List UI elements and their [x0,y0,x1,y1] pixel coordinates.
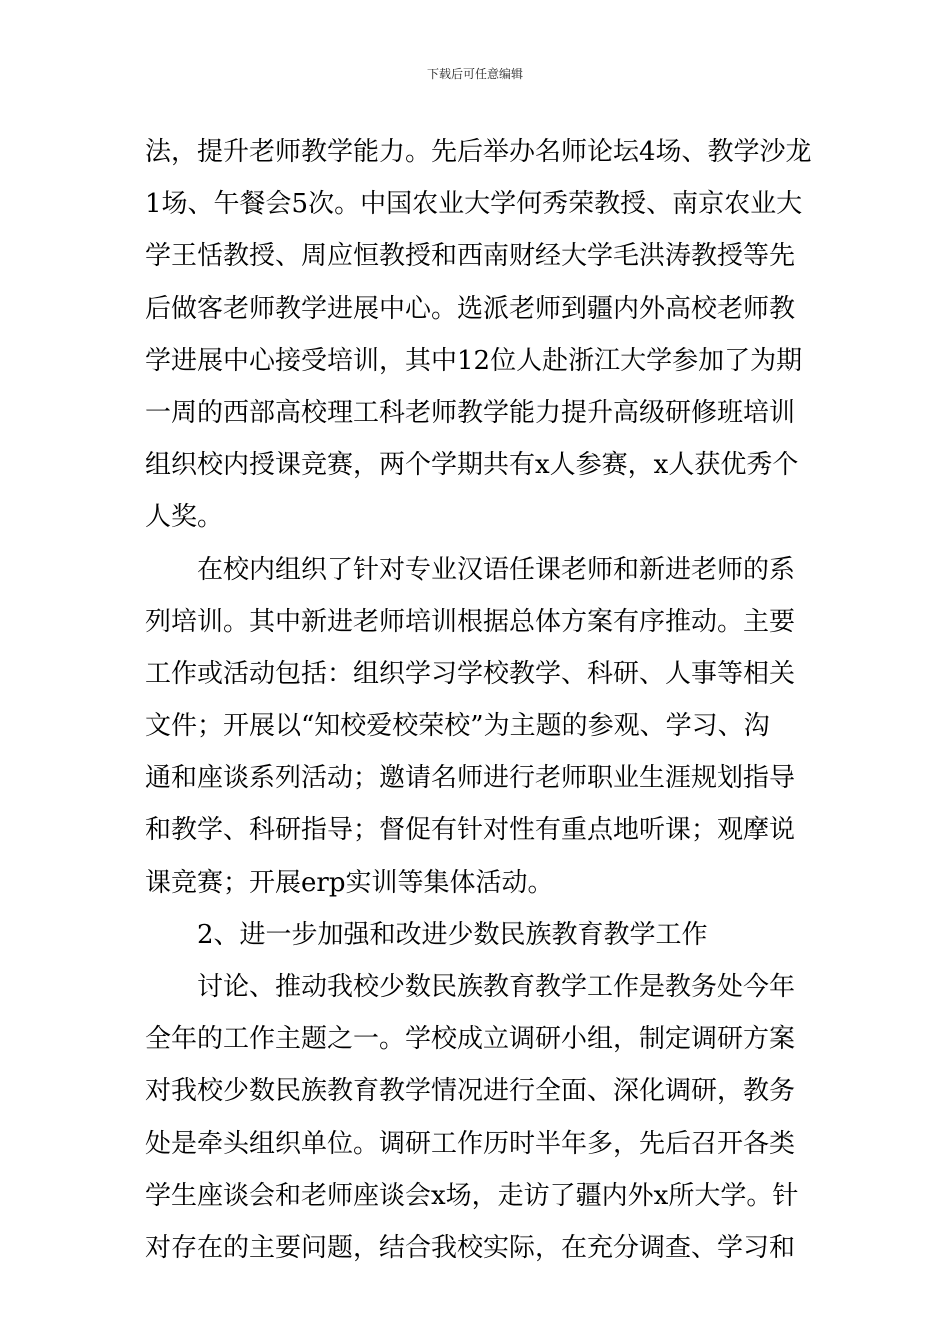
paragraph-line: 学王恬教授、周应恒教授和西南财经大学毛洪涛教授等先 [145,241,796,272]
paragraph-line: 文件；开展以“知校爱校荣校”为主题的参观、学习、沟 [145,711,770,742]
paragraph-line: 讨论、推动我校少数民族教育教学工作是教务处今年 [197,972,796,1002]
paragraph-line: 对我校少数民族教育教学情况进行全面、深化调研，教务 [145,1076,796,1107]
page-header-note: 下载后可任意编辑 [426,67,523,81]
paragraph-line: 课竞赛；开展erp实训等集体活动。 [145,867,554,898]
paragraph-line: 学生座谈会和老师座谈会x场，走访了疆内外x所大学。针 [145,1180,799,1211]
paragraph-line: 处是牵头组织单位。调研工作历时半年多，先后召开各类 [145,1128,796,1159]
paragraph-line: 全年的工作主题之一。学校成立调研小组，制定调研方案 [145,1024,796,1055]
paragraph-line: 工作或活动包括：组织学习学校教学、科研、人事等相关 [145,658,796,689]
paragraph-line: 通和座谈系列活动；邀请名师进行老师职业生涯规划指导 [145,763,796,794]
paragraph-line: 后做客老师教学进展中心。选派老师到疆内外高校老师教 [145,293,796,324]
paragraph-line: 和教学、科研指导；督促有针对性有重点地听课；观摩说 [145,815,796,846]
paragraph-line: 学进展中心接受培训，其中12位人赴浙江大学参加了为期 [145,345,803,376]
paragraph-line: 一周的西部高校理工科老师教学能力提升高级研修班培训 [145,397,796,428]
paragraph-line: 2、进一步加强和改进少数民族教育教学工作 [197,919,708,950]
paragraph-line: 列培训。其中新进老师培训根据总体方案有序推动。主要 [145,606,796,637]
paragraph-line: 在校内组织了针对专业汉语任课老师和新进老师的系 [197,554,796,585]
paragraph-line: 1场、午餐会5次。中国农业大学何秀荣教授、南京农业大 [145,189,803,220]
paragraph-line: 人奖。 [145,502,224,533]
paragraph-line: 法，提升老师教学能力。先后举办名师论坛4场、教学沙龙 [145,137,812,167]
document-body [145,126,810,1274]
paragraph-line: 组织校内授课竞赛，两个学期共有x人参赛，x人获优秀个 [145,450,799,481]
paragraph-line: 对存在的主要问题，结合我校实际，在充分调查、学习和 [145,1232,796,1263]
